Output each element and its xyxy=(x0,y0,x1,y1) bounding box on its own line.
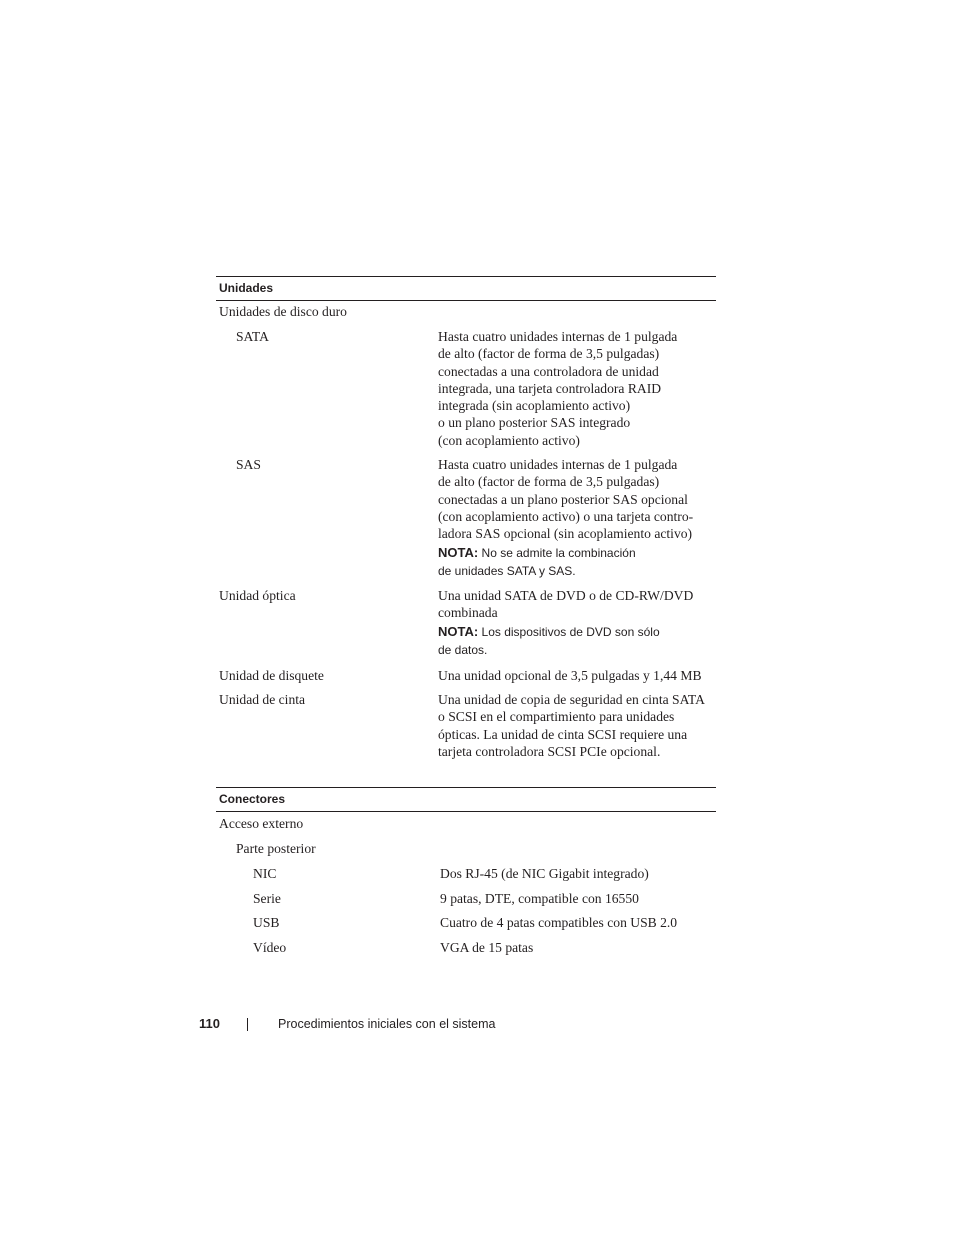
note-label: NOTA: xyxy=(438,624,479,639)
tape-value: Una unidad de copia de seguridad en cinta SATA o SCSI en el compartimiento para unidades ópticas. La unidad de cinta SCSI requiere una tarjeta controladora SCSI PCIe opcional. xyxy=(438,692,705,759)
optical-value: Una unidad SATA de DVD o de CD-RW/DVD combinada xyxy=(438,588,694,621)
optical-label: Unidad óptica xyxy=(219,588,296,603)
video-value: VGA de 15 patas xyxy=(440,940,534,955)
sata-value: Hasta cuatro unidades internas de 1 pulgada de alto (factor de forma de 3,5 pulgadas) conectadas a una controladora de unidad integrada, una tarjeta controladora RAID integrada (sin acoplamiento activo) o un plano posterior SAS integrado (con acoplamiento activo) xyxy=(438,329,678,448)
sas-label: SAS xyxy=(236,457,261,472)
usb-value: Cuatro de 4 patas compatibles con USB 2.0 xyxy=(440,915,678,930)
serial-label: Serie xyxy=(253,891,281,906)
section-header-connectors xyxy=(216,787,716,812)
floppy-label: Unidad de disquete xyxy=(219,668,324,683)
sas-value: Hasta cuatro unidades internas de 1 pulgada de alto (factor de forma de 3,5 pulgadas) conectadas a un plano posterior SAS opcional (con acoplamiento activo) o una tarjeta contro- ladora SAS opcional (sin acoplamiento activo) xyxy=(438,457,694,542)
floppy-value: Una unidad opcional de 3,5 pulgadas y 1,44 MB xyxy=(438,668,702,683)
usb-label: USB xyxy=(253,915,280,930)
section-title: Conectores xyxy=(219,792,286,806)
section-title: Unidades xyxy=(219,281,274,295)
tape-label: Unidad de cinta xyxy=(219,692,306,707)
footer-title: Procedimientos iniciales con el sistema xyxy=(278,1017,496,1031)
nic-value: Dos RJ-45 (de NIC Gigabit integrado) xyxy=(440,866,649,881)
note-label: NOTA: xyxy=(438,545,479,560)
nic-label: NIC xyxy=(253,866,277,881)
hard-drives-label: Unidades de disco duro xyxy=(219,304,347,319)
page-number: 110 xyxy=(199,1016,220,1031)
video-label: Vídeo xyxy=(253,940,287,955)
section-header-units xyxy=(216,276,716,301)
serial-value: 9 patas, DTE, compatible con 16550 xyxy=(440,891,639,906)
note-text: Los dispositivos de DVD son sólo de datos. xyxy=(438,625,660,657)
footer-divider xyxy=(247,1018,248,1031)
external-access-label: Acceso externo xyxy=(219,816,304,831)
rear-panel-label: Parte posterior xyxy=(236,841,316,856)
sas-note xyxy=(438,544,716,580)
optical-note xyxy=(438,623,716,659)
sata-label: SATA xyxy=(236,329,269,344)
note-text: No se admite la combinación de unidades SATA y SAS. xyxy=(438,546,636,578)
